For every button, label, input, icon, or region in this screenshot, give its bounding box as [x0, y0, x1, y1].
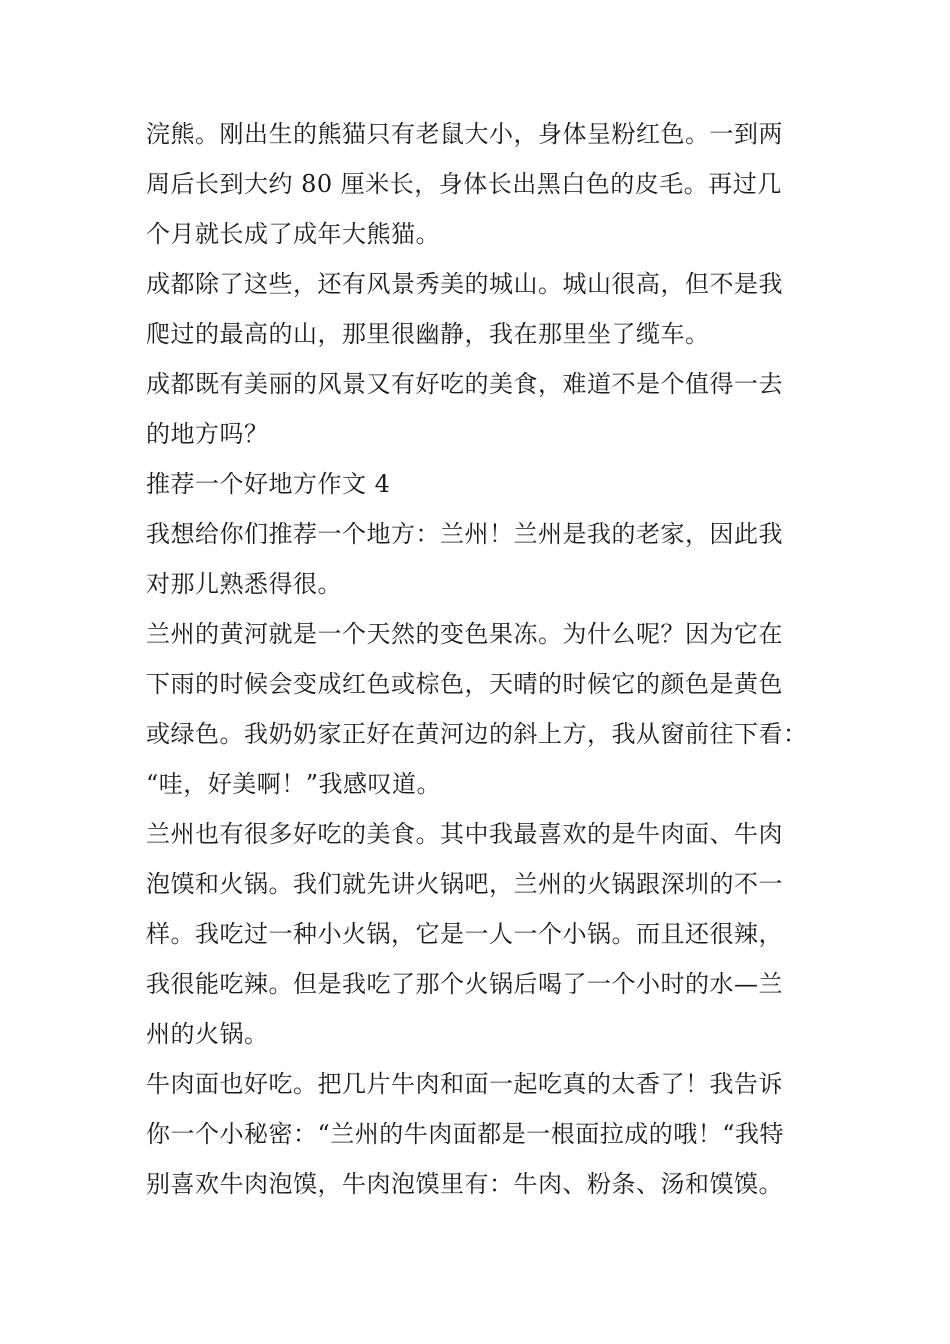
text-line: 兰州也有很多好吃的美食。其中我最喜欢的是牛肉面、牛肉 [146, 820, 783, 848]
text-line: 你一个小秘密：“兰州的牛肉面都是一根面拉成的哦！“我特 [146, 1120, 785, 1148]
text-line: 成都既有美丽的风景又有好吃的美食，难道不是个值得一去 [146, 370, 783, 398]
text-line: 我很能吃辣。但是我吃了那个火锅后喝了一个小时的水—兰 [146, 970, 783, 998]
text-line: 别喜欢牛肉泡馍，牛肉泡馍里有：牛肉、粉条、汤和馍馍。 [146, 1170, 783, 1198]
section-heading: 推荐一个好地方作文 4 [146, 470, 391, 498]
text-line: 个月就长成了成年大熊猫。 [146, 220, 440, 248]
text-line: 或绿色。我奶奶家正好在黄河边的斜上方，我从窗前往下看： [146, 720, 808, 748]
text-line: 州的火锅。 [146, 1020, 269, 1048]
text-line: “哇，好美啊！”我感叹道。 [146, 770, 442, 798]
text-line: 对那儿熟悉得很。 [146, 570, 342, 598]
text-line: 牛肉面也好吃。把几片牛肉和面一起吃真的太香了！我告诉 [146, 1070, 783, 1098]
text-line: 的地方吗？ [146, 420, 269, 448]
text-line: 兰州的黄河就是一个天然的变色果冻。为什么呢？因为它在 [146, 620, 783, 648]
text-line: 爬过的最高的山，那里很幽静，我在那里坐了缆车。 [146, 320, 710, 348]
text-line: 浣熊。刚出生的熊猫只有老鼠大小，身体呈粉红色。一到两 [146, 120, 783, 148]
text-line: 成都除了这些，还有风景秀美的城山。城山很高，但不是我 [146, 270, 783, 298]
text-line: 我想给你们推荐一个地方：兰州！兰州是我的老家，因此我 [146, 520, 783, 548]
text-line: 下雨的时候会变成红色或棕色，天晴的时候它的颜色是黄色 [146, 670, 783, 698]
text-line: 周后长到大约 80 厘米长，身体长出黑白色的皮毛。再过几 [146, 170, 782, 198]
text-line: 泡馍和火锅。我们就先讲火锅吧，兰州的火锅跟深圳的不一 [146, 870, 783, 898]
text-line: 样。我吃过一种小火锅，它是一人一个小锅。而且还很辣， [146, 920, 783, 948]
